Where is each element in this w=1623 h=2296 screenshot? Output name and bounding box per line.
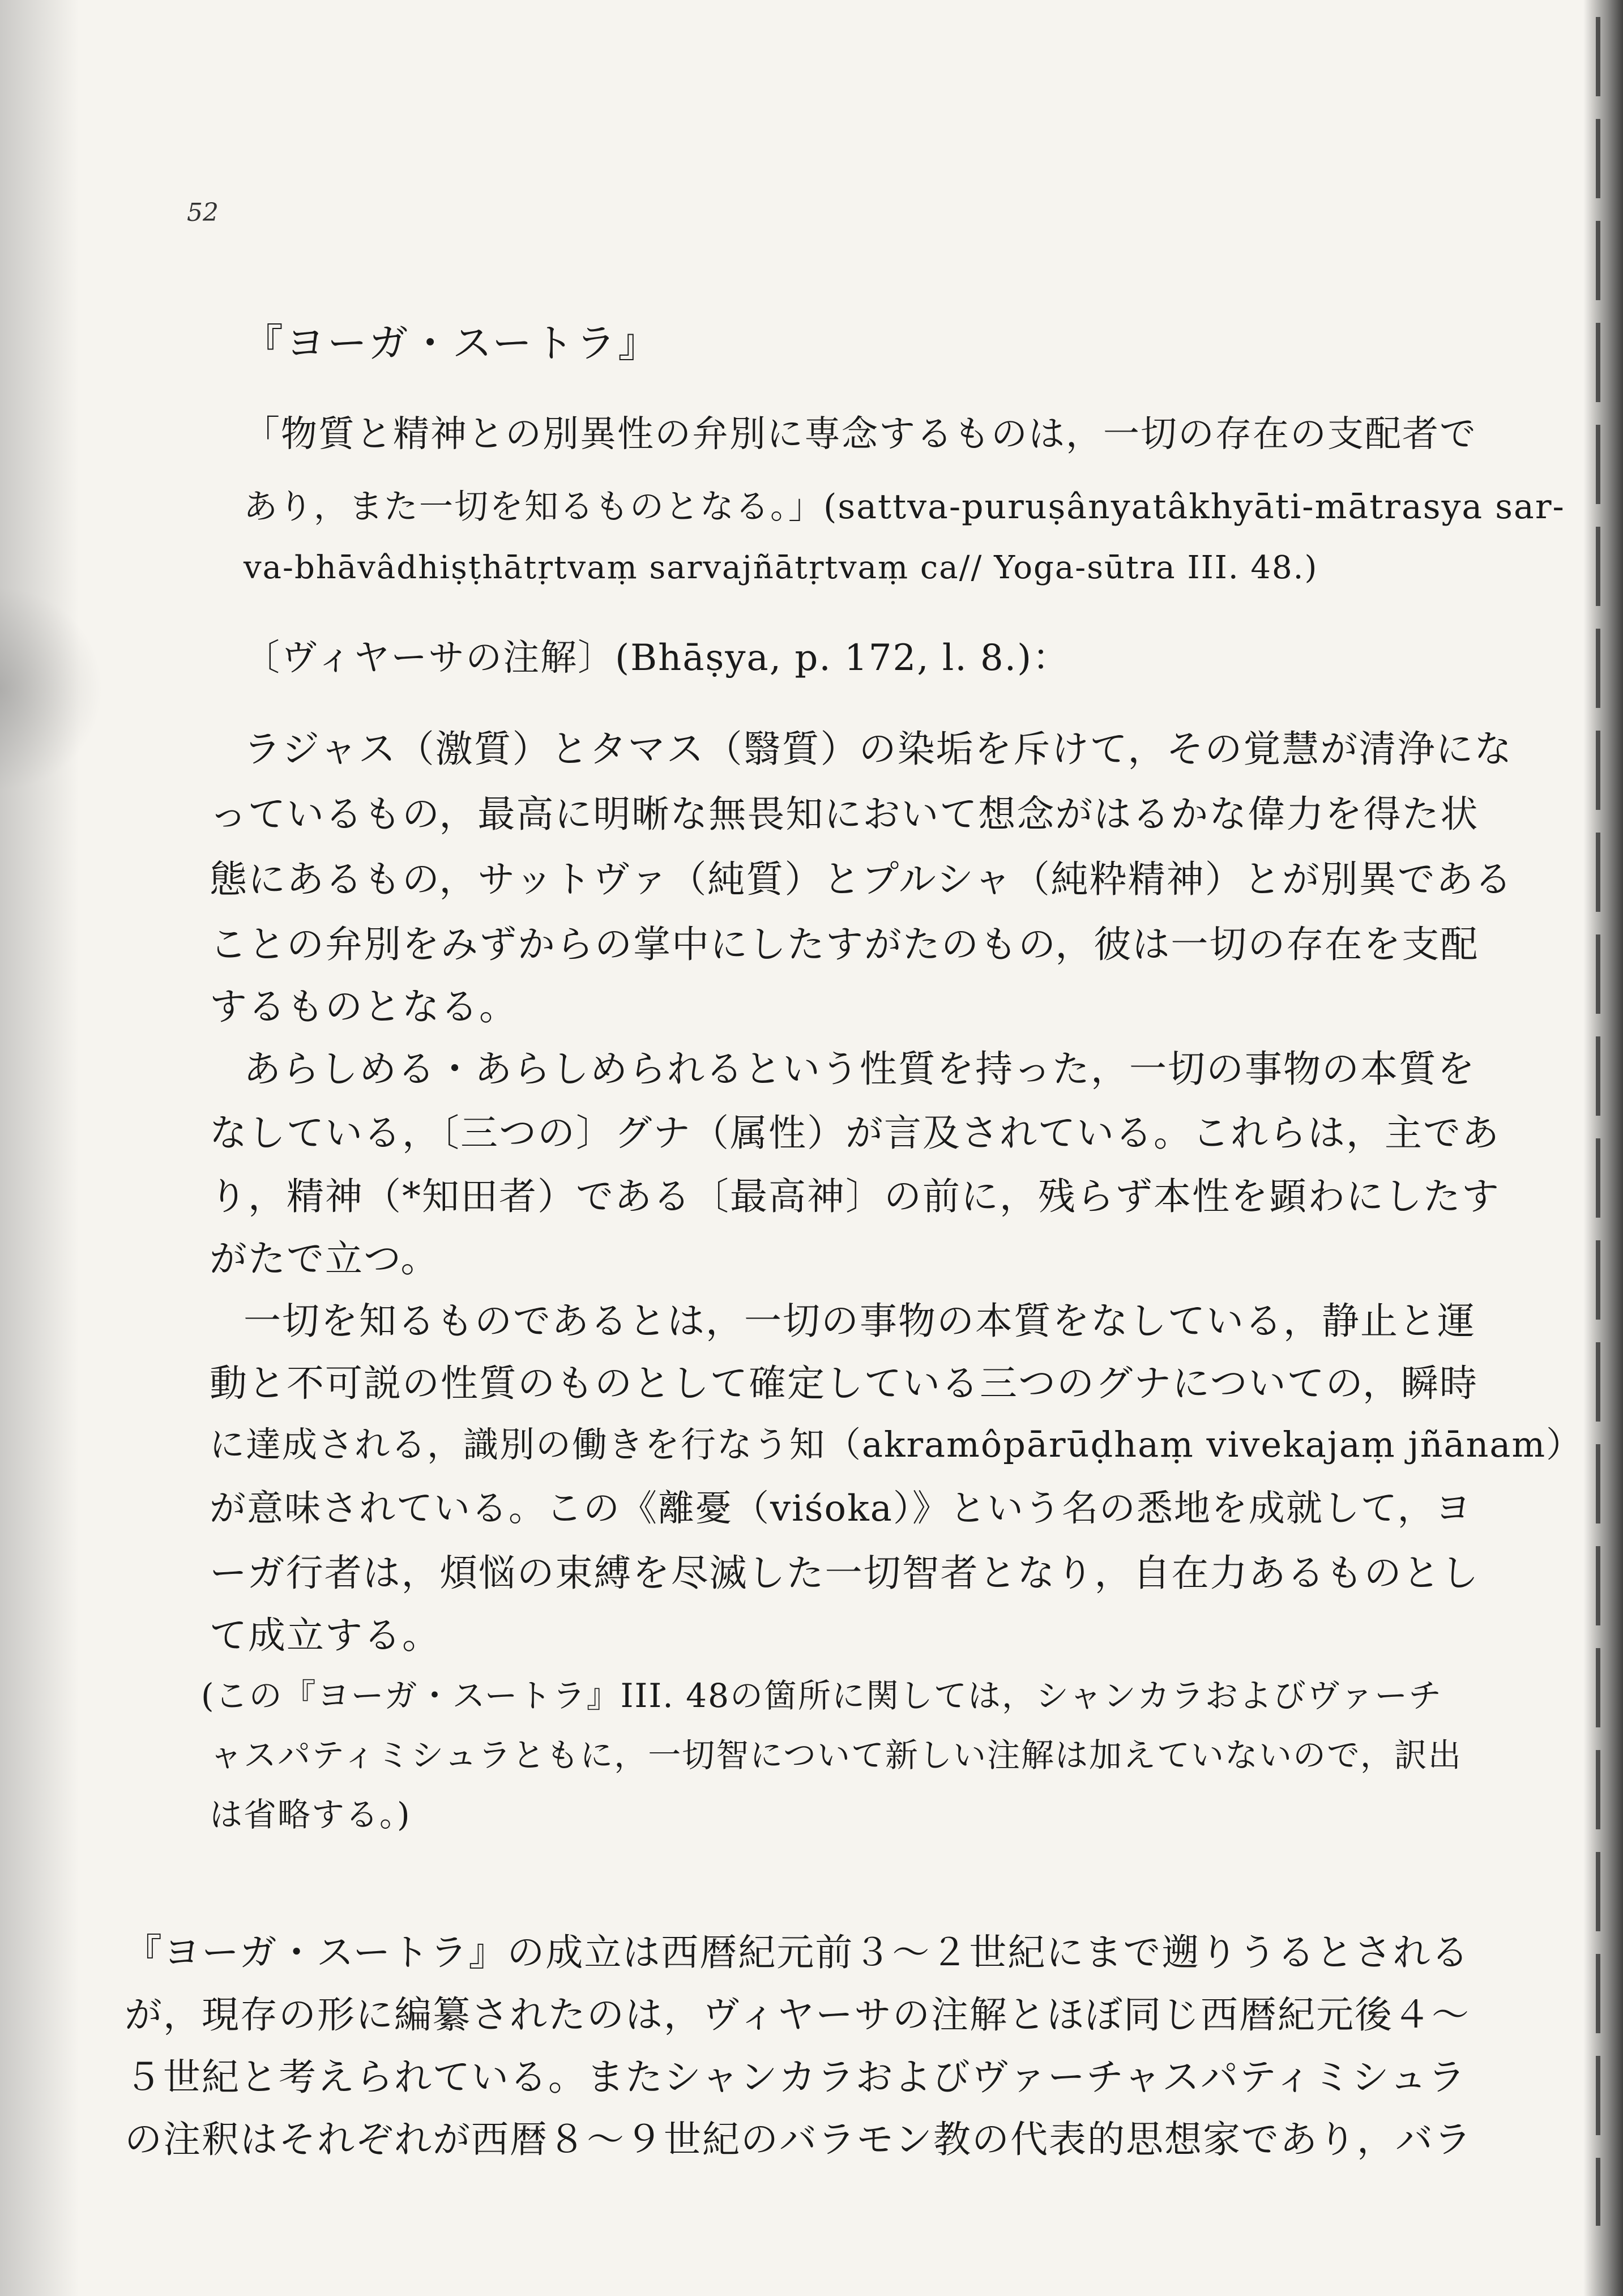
paragraph-line: ５世紀と考えられている。またシャンカラおよびヴァーチャスパティミシュラ <box>125 2055 1467 2099</box>
note-line: (この『ヨーガ・スートラ』III. 48の箇所に関しては，シャンカラおよびヴァーチ <box>201 1676 1443 1715</box>
paragraph-line: するものとなる。 <box>210 985 518 1028</box>
note-line: は省略する。) <box>210 1795 411 1834</box>
paragraph-line: 動と不可説の性質のものとして確定している三つのグナについての，瞬時 <box>210 1362 1479 1405</box>
paragraph-line: て成立する。 <box>210 1614 441 1657</box>
subheading: 〔ヴィヤーサの注解〕(Bhāṣya, p. 172, l. 8.)： <box>244 637 1070 679</box>
section-heading: 『ヨーガ・スートラ』 <box>244 320 660 366</box>
quote-line: va-bhāvâdhiṣṭhātṛtvaṃ sarvajñātṛtvaṃ ca// Yoga-sūtra III. 48.) <box>244 549 1318 586</box>
paragraph-line: がたで立つ。 <box>210 1237 439 1281</box>
paragraph-line: に達成される，識別の働きを行なう知（akramôpārūḍhaṃ vivekajaṃ jñānam） <box>210 1424 1583 1465</box>
paragraph-line: 態にあるもの，サットヴァ（純質）とプルシャ（純粋精神）とが別異である <box>210 857 1513 901</box>
quote-line: あり，また一切を知るものとなる。」(sattva-puruṣânyatâkhyāti-mātrasya sar- <box>244 487 1565 527</box>
binding-shadow <box>1583 0 1623 2296</box>
page-number: 52 <box>187 198 219 227</box>
paragraph-line: 一切を知るものであるとは，一切の事物の本質をなしている，静止と運 <box>244 1299 1476 1343</box>
binding-marks <box>1596 17 1600 2226</box>
quote-line: 「物質と精神との別異性の弁別に専念するものは，一切の存在の支配者で <box>244 413 1477 455</box>
paragraph-line: ラジャス（激質）とタマス（翳質）の染垢を斥けて，その覚慧が清浄にな <box>244 727 1513 771</box>
note-line: ャスパティミシュラともに，一切智について新しい注解は加えていないので，訳出 <box>210 1736 1462 1774</box>
paragraph-line: あらしめる・あらしめられるという性質を持った，一切の事物の本質を <box>244 1047 1476 1091</box>
paragraph-line: が意味されている。この《離憂（viśoka）》という名の悉地を成就して，ヨ <box>210 1488 1472 1530</box>
paragraph-line: が，現存の形に編纂されたのは，ヴィヤーサの注解とほぼ同じ西暦紀元後４～ <box>125 1993 1471 2037</box>
paragraph-line: り，精神（*知田者）である〔最高神〕の前に，残らず本性を顕わにしたす <box>210 1175 1500 1218</box>
paragraph-line: っているもの，最高に明晰な無畏知において想念がはるかな偉力を得た状 <box>210 792 1479 836</box>
paragraph-line: ことの弁別をみずからの掌中にしたすがたのもの，彼は一切の存在を支配 <box>210 923 1479 966</box>
paragraph-line: の注釈はそれぞれが西暦８～９世紀のバラモン教の代表的思想家であり，バラ <box>125 2118 1472 2161</box>
paragraph-line: ーガ行者は，煩悩の束縛を尽滅した一切智者となり，自在力あるものとし <box>210 1551 1480 1595</box>
paragraph-line: 『ヨーガ・スートラ』の成立は西暦紀元前３～２世紀にまで遡りうるとされる <box>125 1931 1470 1974</box>
paragraph-line: なしている，〔三つの〕グナ（属性）が言及されている。これらは，主であ <box>210 1111 1500 1155</box>
